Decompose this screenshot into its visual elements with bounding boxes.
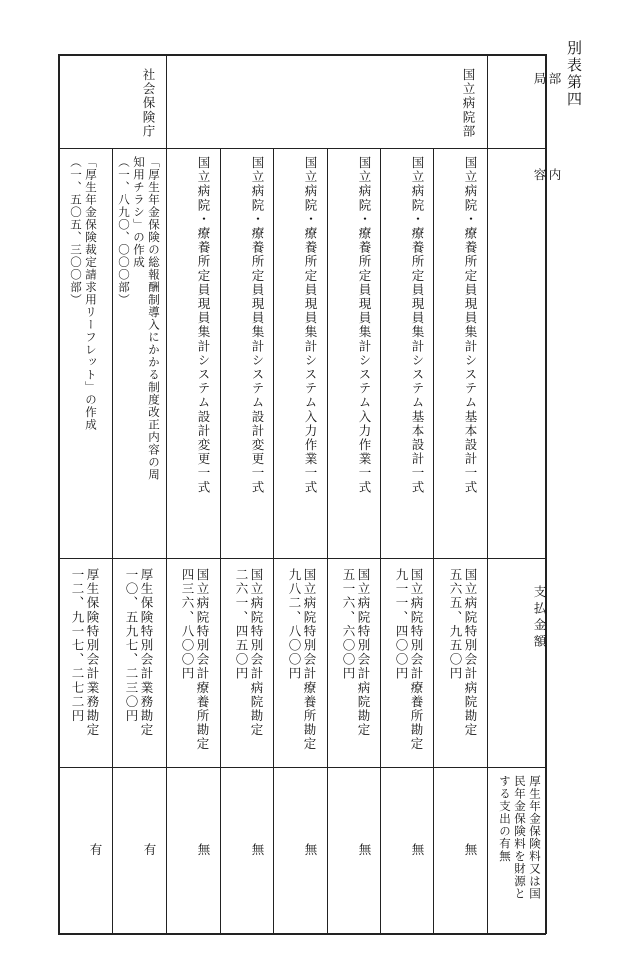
row-1-pension: 無 [463,843,478,858]
vline-row-4 [273,148,274,934]
vline-dept-group [166,54,167,149]
row-7-content: 「厚生年金保険の総報酬制導入にかかる制度改正内容の周 知用チラシ」の作成 （一、八九〇、〇〇〇部） [117,156,161,481]
vline-row-6 [166,148,167,934]
vline-row-1 [433,148,434,934]
vline-row-3 [327,148,328,934]
row-4-pension: 無 [303,843,318,858]
row-8-amount: 厚生保険特別会計業務勘定 一二、九一七、二七二円 [70,568,100,738]
row-3-content: 国立病院・療養所定員現員集計システム入力作業一式 [357,156,372,495]
document-title: 別表第四 [565,40,583,108]
header-department: 部 局 [532,72,562,99]
vline-row-2 [380,148,381,934]
row-8-pension: 有 [88,843,103,858]
row-2-amount: 国立病院特別会計療養所勘定 九一一、四〇〇円 [394,568,424,752]
row-6-content: 国立病院・療養所定員現員集計システム設計変更一式 [196,156,211,495]
header-content: 内 容 [532,168,562,195]
header-amount: 支払金額 [532,585,547,651]
table-border-top [58,54,546,56]
row-7-pension: 有 [142,843,157,858]
department-kokuritsu: 国立病院部 [461,68,476,139]
row-5-content: 国立病院・療養所定員現員集計システム設計変更一式 [250,156,265,495]
department-shakaihoken: 社会保険庁 [141,68,156,139]
row-6-pension: 無 [196,843,211,858]
table-border-left [58,54,60,934]
row-8-content: 「厚生年金保険裁定請求用リーフレット」の作成 （一、五〇五、三〇〇部） [69,156,98,431]
row-3-pension: 無 [357,843,372,858]
row-7-amount: 厚生保険特別会計業務勘定 一〇、五九七、二三〇円 [124,568,154,738]
header-pension: 厚生年金保険料又は国 民年金保険料を財源と する支出の有無 [498,775,542,900]
table-border-bottom [58,933,546,935]
row-2-pension: 無 [410,843,425,858]
hline-content [58,558,546,559]
row-5-amount: 国立病院特別会計病院勘定 二六一、四五〇円 [234,568,264,738]
row-4-amount: 国立病院特別会計療養所勘定 九八二、八〇〇円 [287,568,317,752]
hline-amount [58,767,546,768]
hline-dept [58,148,546,149]
row-6-amount: 国立病院特別会計療養所勘定 四三六、八〇〇円 [180,568,210,752]
vline-row-5 [220,148,221,934]
row-4-content: 国立病院・療養所定員現員集計システム入力作業一式 [303,156,318,495]
vline-row-7 [112,148,113,934]
row-2-content: 国立病院・療養所定員現員集計システム基本設計一式 [410,156,425,495]
row-1-content: 国立病院・療養所定員現員集計システム基本設計一式 [463,156,478,495]
row-5-pension: 無 [250,843,265,858]
row-3-amount: 国立病院特別会計病院勘定 五一六、六〇〇円 [341,568,371,738]
vline-header [487,54,488,934]
row-1-amount: 国立病院特別会計病院勘定 五六五、九五〇円 [448,568,478,738]
